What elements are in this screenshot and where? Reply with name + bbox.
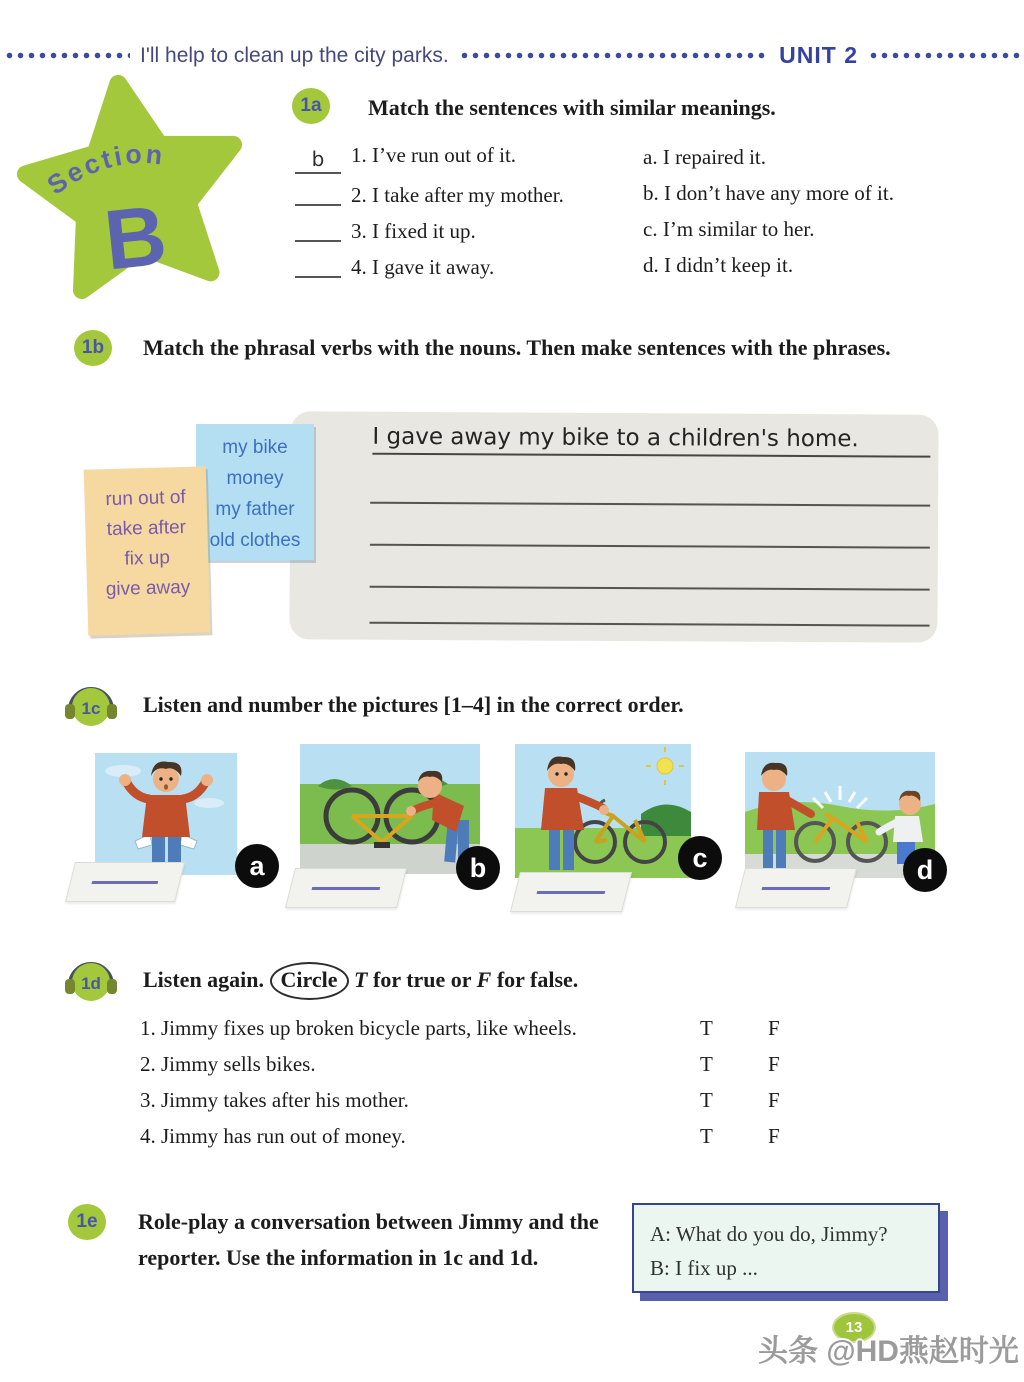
true-option[interactable]: T xyxy=(700,1088,713,1112)
true-false-row-3: 3. Jimmy takes after his mother. T F xyxy=(140,1088,780,1112)
true-false-row-1: 1. Jimmy fixes up broken bicycle parts, like wheels. T F xyxy=(140,1016,780,1040)
noun-option: my bike xyxy=(222,437,288,458)
picture-d-number-card[interactable] xyxy=(735,868,857,908)
dialog-line-b: B: I fix up ... xyxy=(650,1256,758,1280)
match-item-3: 3. I fixed it up. xyxy=(295,215,476,244)
picture-a-empty-pockets xyxy=(95,753,237,875)
true-option[interactable]: T xyxy=(700,1124,713,1148)
section-letter: B xyxy=(100,186,171,288)
false-option[interactable]: F xyxy=(768,1088,780,1112)
picture-b-fixing-bike xyxy=(300,744,480,874)
dotted-leader xyxy=(4,51,130,60)
true-option[interactable]: T xyxy=(700,1052,713,1076)
task-1c-heading: Listen and number the pictures [1–4] in the correct order. xyxy=(143,692,684,717)
task-1d-heading: Listen again. Circle T for true or F for false. xyxy=(143,962,578,1000)
phrasal-verb-option: take after xyxy=(106,516,187,541)
number-blank xyxy=(91,881,159,884)
false-option[interactable]: F xyxy=(768,1124,780,1148)
phrasal-verb-option: run out of xyxy=(105,486,186,511)
match-option-a: a. I repaired it. xyxy=(643,145,767,169)
example-dialog-box xyxy=(632,1203,940,1293)
unit-title: I'll help to clean up the city parks. xyxy=(140,43,449,67)
task-1a-heading: Match the sentences with similar meanings. xyxy=(368,95,776,120)
noun-option: my father xyxy=(215,499,295,520)
section-word: Section xyxy=(41,138,167,201)
picture-b-label: b xyxy=(456,846,500,890)
picture-c-number-card[interactable] xyxy=(510,872,632,912)
circle-word: Circle xyxy=(270,962,349,1000)
picture-b-number-card[interactable] xyxy=(285,868,407,908)
unit-number-label: UNIT 2 xyxy=(779,42,858,68)
writing-line[interactable] xyxy=(369,622,929,627)
noun-option: money xyxy=(226,468,284,489)
phrasal-verb-option: give away xyxy=(105,576,191,601)
match-item-2: 2. I take after my mother. xyxy=(295,179,564,208)
picture-a-number-card[interactable] xyxy=(65,862,185,902)
writing-pad xyxy=(289,411,938,642)
writing-line[interactable] xyxy=(370,544,930,549)
match-option-b: b. I don’t have any more of it. xyxy=(643,181,894,205)
true-false-row-4: 4. Jimmy has run out of money. T F xyxy=(140,1124,780,1148)
match-option-d: d. I didn’t keep it. xyxy=(643,253,794,277)
noun-option: old clothes xyxy=(209,530,301,551)
dialog-line-a: A: What do you do, Jimmy? xyxy=(650,1222,888,1246)
task-1b-badge: 1b xyxy=(74,330,112,366)
picture-a-label: a xyxy=(235,844,279,888)
section-b-star-badge xyxy=(14,62,246,310)
picture-d-label: d xyxy=(903,848,947,892)
task-1e-heading: Role-play a conversation between Jimmy and the reporter. Use the information in 1c and 1d. xyxy=(138,1209,599,1271)
svg-text:1d: 1d xyxy=(81,974,101,993)
phrasal-verb-option: fix up xyxy=(124,547,171,570)
nouns-sticky-note xyxy=(196,424,314,560)
match-item-4: 4. I gave it away. xyxy=(295,251,494,280)
answer-blank[interactable] xyxy=(295,251,341,278)
true-false-row-2: 2. Jimmy sells bikes. T F xyxy=(140,1052,780,1076)
writing-line[interactable] xyxy=(370,586,930,591)
task-1e-badge: 1e xyxy=(68,1204,106,1240)
sample-sentence: I gave away my bike to a children's home. xyxy=(372,424,930,458)
number-blank xyxy=(536,891,605,894)
writing-line[interactable] xyxy=(370,502,930,507)
match-option-c: c. I’m similar to her. xyxy=(643,217,815,241)
number-blank xyxy=(761,887,830,890)
true-option[interactable]: T xyxy=(700,1016,713,1040)
task-1a-badge: 1a xyxy=(292,88,330,124)
picture-c-label: c xyxy=(678,836,722,880)
answer-blank[interactable] xyxy=(295,179,341,206)
watermark-text: 头条 @HD燕赵时光 xyxy=(758,1335,1019,1368)
task-1d-badge-headphones-icon xyxy=(62,955,120,1005)
picture-c-wheeling-bikes xyxy=(515,744,691,878)
dotted-leader xyxy=(459,51,769,60)
handwritten-answer: b xyxy=(311,147,325,171)
svg-text:1c: 1c xyxy=(81,699,101,718)
false-option[interactable]: F xyxy=(768,1016,780,1040)
number-blank xyxy=(311,887,380,890)
phrasal-verbs-sticky-note xyxy=(84,466,211,635)
dotted-leader xyxy=(868,51,1020,60)
task-1c-badge-headphones-icon xyxy=(62,680,120,730)
answer-blank[interactable] xyxy=(295,215,341,242)
page-number-badge: 13 xyxy=(832,1312,876,1343)
answer-blank[interactable] xyxy=(295,147,341,174)
task-1b-heading: Match the phrasal verbs with the nouns. Then make sentences with the phrases. xyxy=(143,335,891,360)
false-option[interactable]: F xyxy=(768,1052,780,1076)
match-item-1: b 1. I’ve run out of it. xyxy=(295,143,516,174)
